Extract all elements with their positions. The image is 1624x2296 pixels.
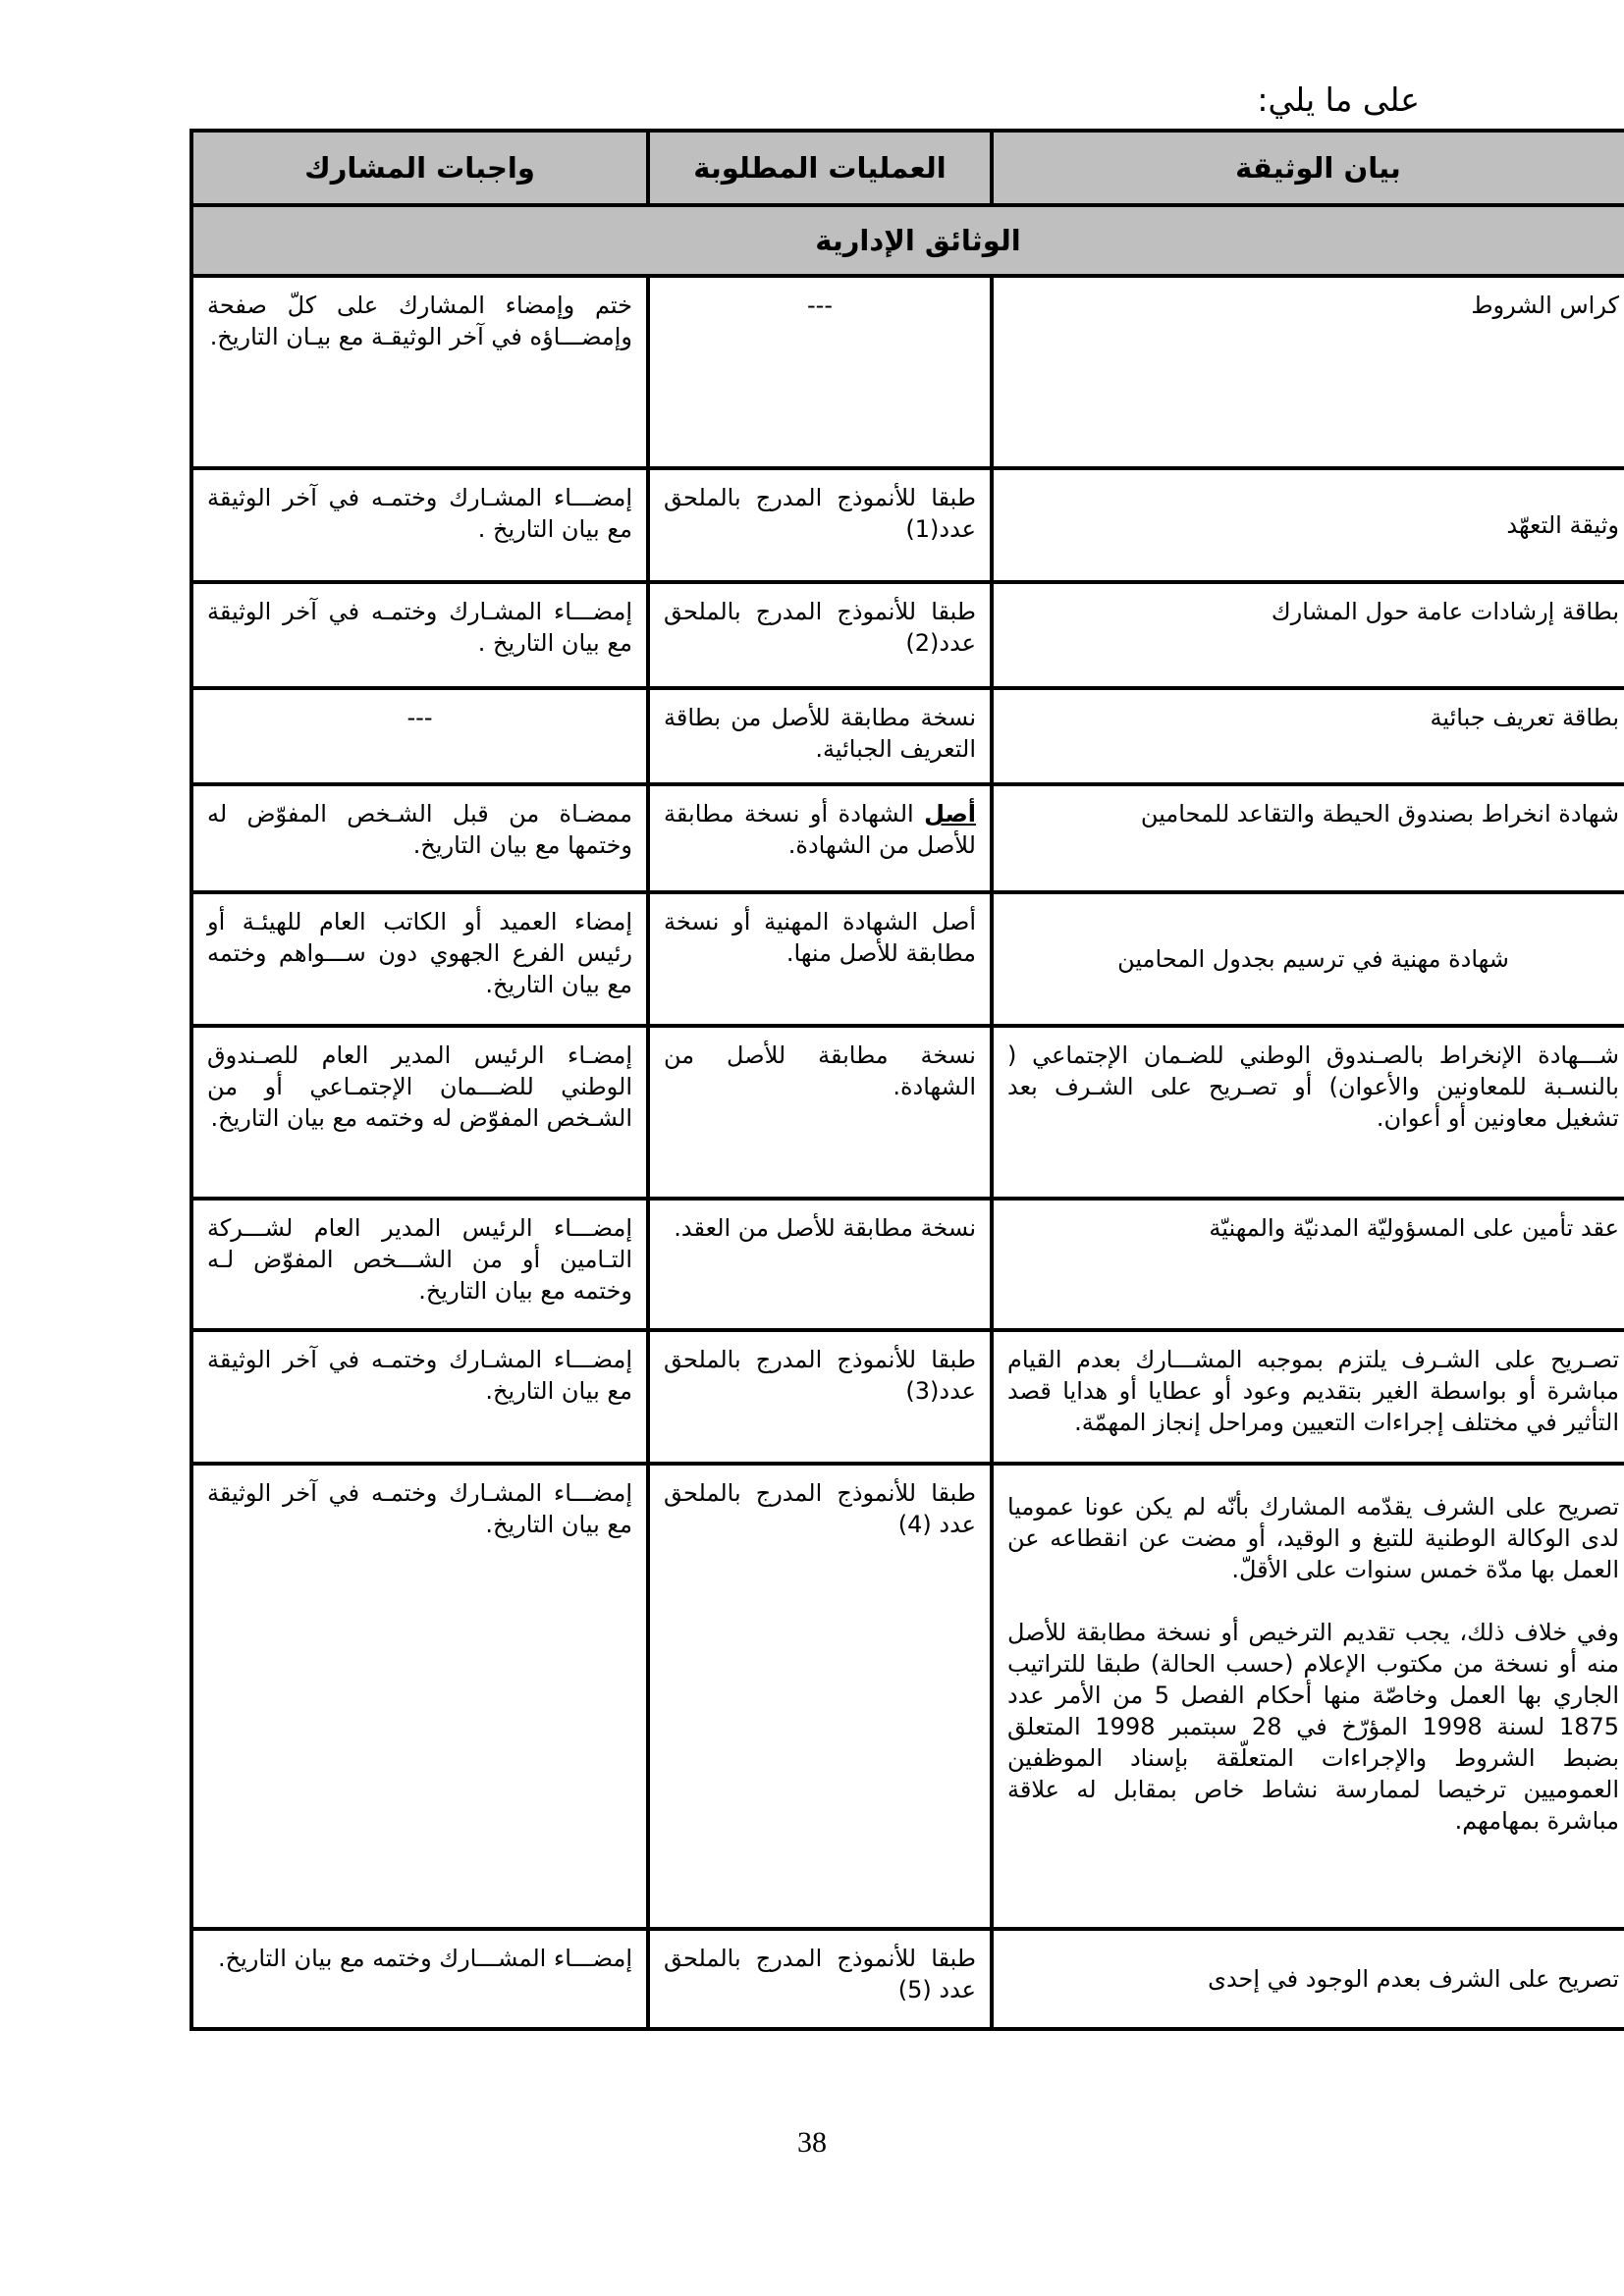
description-paragraph-1: تصريح على الشرف يقدّمه المشارك بأنّه لم يكن عونا عموميا لدى الوكالة الوطنية للتبغ و الوقيد، أو مضت عن انقطاعه عن العمل بها مدّة خمس سنوات على الأقلّ. bbox=[1007, 1493, 1619, 1583]
operations-lead: أصل bbox=[924, 800, 976, 828]
row-description: عقد تأمين على المسؤوليّة المدنيّة والمهنيّة bbox=[992, 1199, 1624, 1330]
row-operations: طبقا للأنموذج المدرج بالملحق عدد (5) bbox=[648, 1929, 992, 2029]
row-duties: إمضـــاء المشـارك وختمـه في آخر الوثيقة مع بيان التاريخ . bbox=[191, 582, 648, 688]
row-description bbox=[992, 1464, 1624, 1929]
table-row bbox=[191, 1026, 1624, 1199]
table-row bbox=[191, 468, 1624, 582]
row-description: بطاقة تعريف جبائية bbox=[992, 688, 1624, 784]
section-title: الوثائق الإدارية bbox=[191, 205, 1624, 276]
row-duties: --- bbox=[191, 688, 648, 784]
row-description: شـــهادة الإنخراط بالصـندوق الوطني للضـمان الإجتماعي ( بالنسـبة للمعاونين والأعوان) أو تصـريح على الشـرف بعد تشغيل معاونين أو أعوان. bbox=[992, 1026, 1624, 1199]
row-duties: إمضـاء الرئيس المدير العام للصـندوق الوطني للضـــمان الإجتمـاعي أو من الشـخص المفوّض له وختمه مع بيان التاريخ. bbox=[191, 1026, 648, 1199]
documents-table bbox=[189, 129, 1624, 2031]
table-row bbox=[191, 1199, 1624, 1330]
header-operations: العمليات المطلوبة bbox=[648, 131, 992, 205]
row-description: كراس الشروط bbox=[992, 276, 1624, 468]
section-row bbox=[191, 205, 1624, 276]
table-header-row bbox=[191, 131, 1624, 205]
table-row bbox=[191, 1330, 1624, 1464]
table-row bbox=[191, 688, 1624, 784]
row-duties: إمضـــاء المشـــارك وختمه مع بيان التاريخ. bbox=[191, 1929, 648, 2029]
header-description: بيان الوثيقة bbox=[992, 131, 1624, 205]
row-operations: طبقا للأنموذج المدرج بالملحق عدد(2) bbox=[648, 582, 992, 688]
row-duties: إمضـــاء المشـارك وختمـه في آخر الوثيقة مع بيان التاريخ. bbox=[191, 1330, 648, 1464]
row-operations: طبقا للأنموذج المدرج بالملحق عدد (4) bbox=[648, 1464, 992, 1929]
row-description: شهادة مهنية في ترسيم بجدول المحامين bbox=[992, 892, 1624, 1026]
row-operations bbox=[648, 784, 992, 892]
row-duties: إمضـــاء المشـارك وختمـه في آخر الوثيقة مع بيان التاريخ. bbox=[191, 1464, 648, 1929]
table-row bbox=[191, 1929, 1624, 2029]
table-row bbox=[191, 276, 1624, 468]
page-number: 38 bbox=[797, 2126, 827, 2159]
row-duties: ممضـاة من قبل الشـخص المفوّض له وختمها مع بيان التاريخ. bbox=[191, 784, 648, 892]
row-operations: نسخة مطابقة للأصل من بطاقة التعريف الجبائية. bbox=[648, 688, 992, 784]
row-operations: --- bbox=[648, 276, 992, 468]
row-description: تصريح على الشرف بعدم الوجود في إحدى bbox=[992, 1929, 1624, 2029]
row-duties: إمضـــاء المشـارك وختمـه في آخر الوثيقة مع بيان التاريخ . bbox=[191, 468, 648, 582]
description-paragraph-2: وفي خلاف ذلك، يجب تقديم الترخيص أو نسخة مطابقة للأصل منه أو نسخة من مكتوب الإعلام (حسب الحالة) طبقا للتراتيب الجاري بها العمل وخاصّة منها أحكام الفصل 5 من الأمر عدد 1875 لسنة 1998 المؤرّخ في 28 سبتمبر 1998 المتعلق بضبط الشروط والإجراءات المتعلّقة بإسناد الموظفين العموميين ترخيصا لممارسة نشاط خاص بمقابل له علاقة مباشرة بمهامهم. bbox=[1007, 1619, 1620, 1835]
operations-rest: الشهادة أو نسخة مطابقة للأصل من الشهادة. bbox=[664, 800, 976, 859]
row-operations: نسخة مطابقة للأصل من العقد. bbox=[648, 1199, 992, 1330]
row-description: بطاقة إرشادات عامة حول المشارك bbox=[992, 582, 1624, 688]
intro-text: على ما يلي: bbox=[1257, 80, 1420, 119]
row-description: تصـريح على الشـرف يلتزم بموجبه المشـــارك بعدم القيام مباشرة أو بواسطة الغير بتقديم وعود أو عطايا أو هدايا قصد التأثير في مختلف إجراءات التعيين ومراحل إنجاز المهمّة. bbox=[992, 1330, 1624, 1464]
row-description: شهادة انخراط بصندوق الحيطة والتقاعد للمحامين bbox=[992, 784, 1624, 892]
table-row bbox=[191, 1464, 1624, 1929]
row-operations: طبقا للأنموذج المدرج بالملحق عدد(3) bbox=[648, 1330, 992, 1464]
row-duties: إمضاء العميد أو الكاتب العام للهيئـة أو رئيس الفرع الجهوي دون ســـواهم وختمه مع بيان التاريخ. bbox=[191, 892, 648, 1026]
table-row bbox=[191, 582, 1624, 688]
row-operations: نسخة مطابقة للأصل من الشهادة. bbox=[648, 1026, 992, 1199]
table-row bbox=[191, 784, 1624, 892]
row-operations: أصل الشهادة المهنية أو نسخة مطابقة للأصل منها. bbox=[648, 892, 992, 1026]
row-duties: ختم وإمضاء المشارك على كلّ صفحة وإمضـــاؤه في آخر الوثيقـة مع بيـان التاريخ. bbox=[191, 276, 648, 468]
row-duties: إمضـــاء الرئيس المدير العام لشـــركة التـامين أو من الشـــخص المفوّض لـه وختمه مع بيان التاريخ. bbox=[191, 1199, 648, 1330]
row-description: وثيقة التعهّد bbox=[992, 468, 1624, 582]
row-operations: طبقا للأنموذج المدرج بالملحق عدد(1) bbox=[648, 468, 992, 582]
header-duties: واجبات المشارك bbox=[191, 131, 648, 205]
table-row bbox=[191, 892, 1624, 1026]
